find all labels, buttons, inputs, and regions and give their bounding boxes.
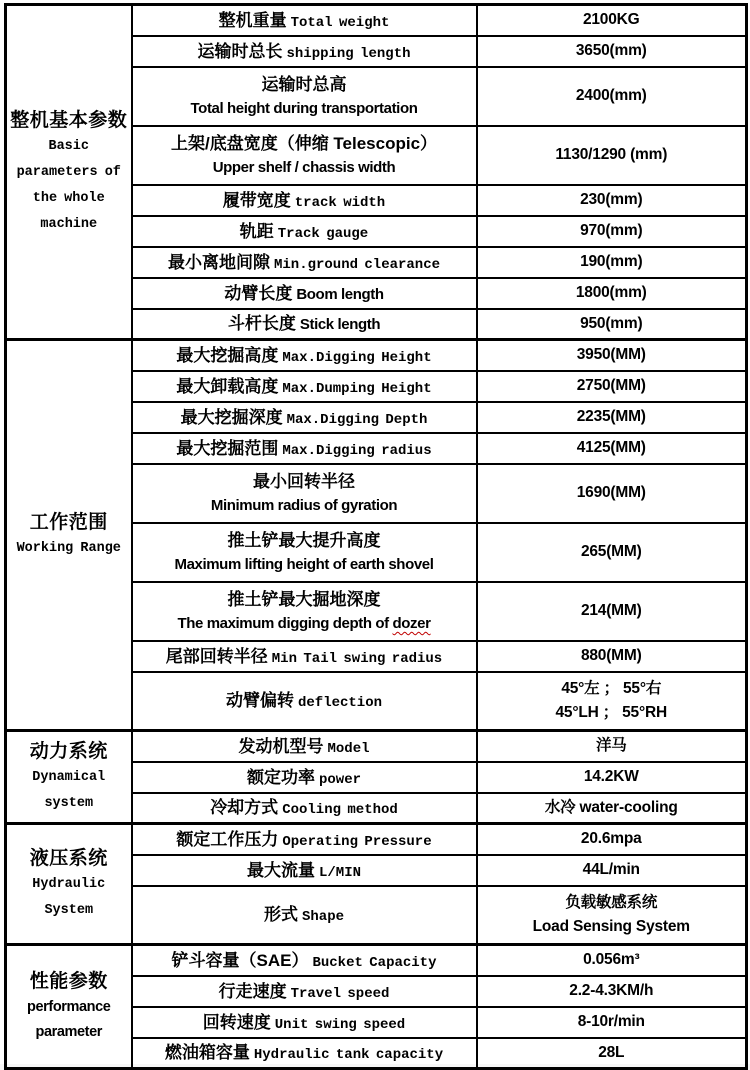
value-text: 2400(mm) (575, 87, 647, 104)
param-label (137, 250, 472, 275)
param-cell (132, 402, 477, 433)
param-label-en: Max.Digging Height (282, 349, 432, 366)
value-cell (477, 855, 747, 886)
value-cell (477, 36, 747, 67)
param-cell (132, 672, 477, 731)
value-text: 950(mm) (580, 314, 643, 332)
param-label (137, 39, 472, 64)
value-cell (477, 278, 747, 309)
value-cell (477, 433, 747, 464)
param-label (137, 587, 472, 635)
param-cell (132, 824, 477, 855)
value-cell (477, 464, 747, 523)
param-label-zh: 动臂长度 (224, 283, 293, 303)
param-label-zh: 回转速度 (202, 1012, 271, 1032)
param-label-zh: 行走速度 (218, 981, 287, 1001)
param-label-en: Max.Digging radius (282, 442, 432, 459)
param-label-zh: 运输时总高 (261, 75, 347, 94)
param-label-zh: 冷却方式 (210, 798, 279, 818)
param-label-en: Shape (301, 909, 344, 926)
value-text-line2: Load Sensing System (532, 917, 690, 935)
param-label-en-text: The maximum digging depth of (177, 615, 393, 632)
param-label (137, 311, 472, 336)
value-cell (477, 67, 747, 126)
param-label-zh: 最大挖掘高度 (176, 345, 279, 365)
param-label (137, 688, 472, 713)
param-label-en: Boom length (296, 285, 384, 303)
param-cell (132, 36, 477, 67)
param-label (137, 281, 472, 306)
param-label (137, 188, 472, 213)
value-cell (477, 886, 747, 945)
spec-table-body (6, 5, 747, 1069)
param-label (137, 858, 472, 883)
param-label (137, 979, 472, 1004)
category-label-en: Basic parameters of the whole machine (16, 138, 121, 232)
value-cell (477, 185, 747, 216)
category-cell (6, 731, 132, 824)
value-text: 2235(MM) (576, 408, 646, 425)
param-label (137, 436, 472, 461)
param-label-en: Cooling method (282, 802, 398, 819)
param-cell (132, 976, 477, 1007)
value-text: 负载敏感系统 (565, 893, 658, 911)
param-cell (132, 309, 477, 340)
param-label (137, 948, 472, 973)
category-label-en: performance parameter (27, 999, 111, 1040)
table-row (6, 340, 747, 371)
value-text: 3650(mm) (575, 42, 647, 59)
param-cell (132, 185, 477, 216)
param-cell (132, 216, 477, 247)
value-cell (477, 672, 747, 731)
param-label (137, 765, 472, 790)
param-label (137, 902, 472, 927)
param-label (137, 734, 472, 759)
param-cell (132, 945, 477, 976)
value-cell (477, 731, 747, 762)
value-text: 44L/min (582, 861, 640, 878)
param-label-zh: 最大卸载高度 (176, 376, 279, 396)
param-label-zh: 铲斗容量（SAE） (171, 950, 309, 970)
category-label-zh: 性能参数 (29, 971, 108, 992)
param-label-en: deflection (297, 695, 382, 712)
param-label-en: Operating Pressure (282, 833, 432, 850)
table-row (6, 945, 747, 976)
value-text: 265(MM) (580, 543, 642, 560)
param-label-en: Max.Digging Depth (286, 411, 428, 428)
value-text: 0.056m³ (583, 951, 640, 969)
param-label-zh: 履带宽度 (222, 190, 291, 210)
category-label-zh: 工作范围 (29, 511, 108, 533)
param-label-en: Unit swing speed (274, 1016, 406, 1033)
param-label-en: Travel speed (290, 985, 390, 1002)
value-cell (477, 5, 747, 36)
param-label-zh: 最小离地间隙 (167, 252, 270, 272)
value-cell (477, 762, 747, 793)
param-label-zh: 额定功率 (246, 767, 315, 787)
param-label (137, 374, 472, 399)
category-label-en: Dynamical system (32, 769, 106, 811)
param-label-zh: 上架/底盘宽度（伸缩 Telescopic） (170, 134, 438, 153)
category-label-zh: 整机基本参数 (10, 109, 128, 131)
param-cell (132, 5, 477, 36)
value-cell (477, 126, 747, 185)
misspelled-word: dozer (392, 615, 431, 632)
value-cell (477, 402, 747, 433)
category-label-en: Hydraulic System (32, 876, 106, 918)
value-text: 2.2-4.3KM/h (569, 982, 654, 999)
value-text: 水冷 water-cooling (544, 798, 678, 816)
param-label-zh: 动臂偏转 (225, 691, 294, 711)
param-label-en: Maximum lifting height of earth shovel (174, 556, 434, 573)
param-cell (132, 67, 477, 126)
table-row (6, 5, 747, 36)
table-row (6, 824, 747, 855)
value-text: 14.2KW (583, 768, 639, 785)
param-label-en: Min Tail swing radius (271, 650, 443, 667)
param-label-zh: 斗杆长度 (227, 314, 296, 334)
param-label-en: Min.ground clearance (273, 256, 441, 273)
category-label-en: Working Range (16, 540, 121, 556)
param-label-en: L/MIN (318, 864, 361, 881)
param-cell (132, 731, 477, 762)
param-label-en: Model (327, 740, 370, 757)
param-label (137, 1040, 472, 1065)
param-label (137, 219, 472, 244)
value-text: 20.6mpa (580, 830, 642, 848)
param-label-zh: 燃油箱容量 (164, 1043, 250, 1063)
value-text: 1690(MM) (576, 484, 646, 501)
value-text: 2750(MM) (576, 377, 646, 394)
category-label-zh: 动力系统 (29, 740, 108, 762)
param-label-en: Total height during transportation (190, 100, 418, 117)
value-text: 2100KG (582, 11, 640, 29)
param-label-zh: 整机重量 (218, 10, 287, 30)
param-cell (132, 762, 477, 793)
category-label-zh: 液压系统 (29, 847, 108, 869)
param-label-en: Upper shelf / chassis width (212, 159, 396, 176)
param-cell (132, 340, 477, 371)
value-cell (477, 216, 747, 247)
param-cell (132, 371, 477, 402)
value-text: 214(MM) (580, 602, 642, 619)
value-cell (477, 945, 747, 976)
param-label-zh: 发动机型号 (238, 736, 324, 756)
param-cell (132, 886, 477, 945)
param-label-en: track width (294, 194, 386, 211)
value-text: 45°左 ； 55°右 (561, 679, 662, 697)
param-label-en: power (318, 771, 361, 788)
table-row (6, 731, 747, 762)
category-cell (6, 340, 132, 731)
param-cell (132, 641, 477, 672)
param-label (137, 1010, 472, 1035)
param-cell (132, 1007, 477, 1038)
param-cell (132, 582, 477, 641)
param-cell (132, 247, 477, 278)
value-cell (477, 371, 747, 402)
param-label-en: Max.Dumping Height (282, 380, 432, 397)
param-label (137, 827, 472, 852)
param-label (137, 644, 472, 669)
param-label (137, 72, 472, 120)
param-label-en: Bucket Capacity (312, 954, 437, 971)
param-label (137, 343, 472, 368)
param-label-en: Hydraulic tank capacity (253, 1047, 444, 1064)
param-label (137, 528, 472, 576)
value-text: 880(MM) (580, 647, 642, 664)
param-label-en: shipping length (286, 45, 411, 62)
value-cell (477, 523, 747, 582)
param-label (137, 469, 472, 517)
value-text: 1130/1290 (mm) (555, 146, 668, 163)
param-label-en: Total weight (290, 14, 390, 31)
param-label-en (137, 613, 472, 635)
param-label-zh: 运输时总长 (197, 41, 283, 61)
value-text: 230(mm) (580, 191, 643, 208)
param-label-en: Minimum radius of gyration (210, 497, 398, 514)
param-label-en: Track gauge (277, 225, 369, 242)
value-cell (477, 976, 747, 1007)
value-text: 洋马 (595, 737, 627, 755)
value-text: 8-10r/min (577, 1013, 645, 1030)
value-cell (477, 309, 747, 340)
param-label-zh: 尾部回转半径 (165, 646, 268, 666)
value-cell (477, 247, 747, 278)
param-cell (132, 433, 477, 464)
param-cell (132, 126, 477, 185)
value-text: 4125(MM) (576, 439, 646, 456)
value-cell (477, 793, 747, 824)
param-label (137, 131, 472, 179)
param-cell (132, 523, 477, 582)
param-cell (132, 464, 477, 523)
value-cell (477, 641, 747, 672)
spec-table (4, 3, 748, 1070)
category-cell (6, 824, 132, 945)
param-label-zh: 最大流量 (246, 860, 315, 880)
param-label-zh: 轨距 (239, 221, 274, 241)
value-text: 3950(MM) (576, 346, 646, 364)
value-text: 28L (598, 1043, 625, 1061)
value-text-line2: 45°LH ； 55°RH (555, 703, 667, 721)
category-cell (6, 5, 132, 340)
param-label (137, 795, 472, 820)
param-cell (132, 793, 477, 824)
param-cell (132, 278, 477, 309)
param-label-en: Stick length (299, 316, 381, 334)
param-label-zh: 推土铲最大提升高度 (227, 531, 381, 550)
value-text: 190(mm) (580, 253, 643, 270)
param-label-zh: 最大挖掘深度 (180, 407, 283, 427)
param-label-zh: 最小回转半径 (253, 472, 355, 491)
value-cell (477, 582, 747, 641)
param-label-zh: 最大挖掘范围 (176, 438, 279, 458)
value-text: 970(mm) (580, 222, 643, 239)
param-label (137, 405, 472, 430)
category-cell (6, 945, 132, 1069)
value-text: 1800(mm) (575, 284, 647, 301)
param-label-zh: 形式 (263, 905, 298, 925)
param-cell (132, 855, 477, 886)
value-cell (477, 824, 747, 855)
param-label-zh: 额定工作压力 (176, 829, 279, 849)
param-label-zh: 推土铲最大掘地深度 (227, 590, 381, 609)
param-label (137, 8, 472, 33)
value-cell (477, 1007, 747, 1038)
value-cell (477, 340, 747, 371)
